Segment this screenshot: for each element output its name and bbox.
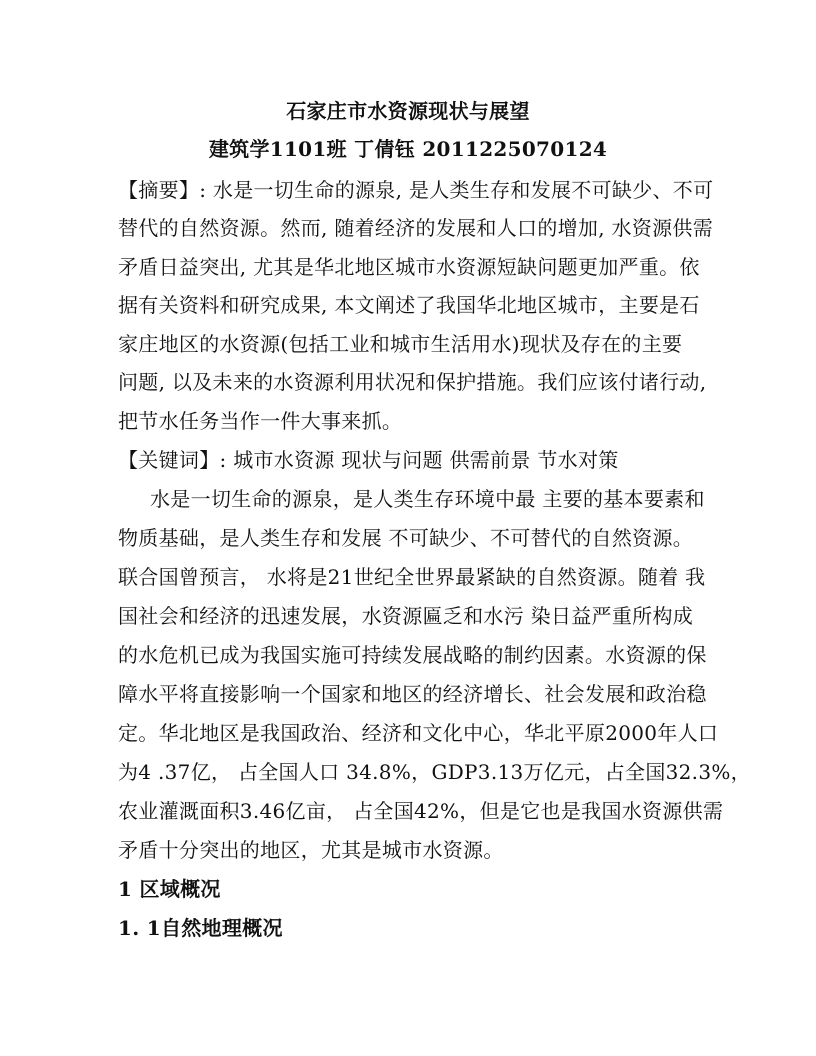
body-line: 物质基础，是人类生存和发展 不可缺少、不可替代的自然资源。 bbox=[118, 526, 694, 550]
author-line: 建筑学1101班 丁倩钰 2011225070124 bbox=[208, 137, 608, 161]
body-line: 障水平将直接影响一个国家和地区的经济增长、社会发展和政治稳 bbox=[118, 682, 707, 706]
abstract-line: 把节水任务当作一件大事来抓。 bbox=[118, 409, 403, 433]
body-line: 联合国曾预言， 水将是21世纪全世界最紧缺的自然资源。随着 我 bbox=[118, 565, 706, 589]
section-heading: 1 区域概况 bbox=[118, 877, 221, 901]
document-title: 石家庄市水资源现状与展望 bbox=[286, 99, 530, 123]
body-line: 为4 .37亿， 占全国人口 34.8%，GDP3.13万亿元，占全国32.3%， bbox=[118, 760, 751, 784]
body-line: 定。华北地区是我国政治、经济和文化中心，华北平原2000年人口 bbox=[118, 721, 719, 745]
abstract-line: 替代的自然资源。然而, 随着经济的发展和人口的增加, 水资源供需 bbox=[118, 216, 714, 240]
body-line: 的水危机已成为我国实施可持续发展战略的制约因素。水资源的保 bbox=[118, 643, 707, 667]
abstract-line: 【摘要】: 水是一切生命的源泉, 是人类生存和发展不可缺少、不可 bbox=[118, 178, 714, 202]
abstract-line: 家庄地区的水资源(包括工业和城市生活用水)现状及存在的主要 bbox=[118, 332, 683, 356]
abstract-line: 据有关资料和研究成果, 本文阐述了我国华北地区城市，主要是石 bbox=[118, 293, 700, 317]
body-line: 国社会和经济的迅速发展，水资源匾乏和水污 染日益严重所构成 bbox=[118, 604, 694, 628]
subsection-heading: 1. 1自然地理概况 bbox=[118, 916, 283, 940]
body-line: 矛盾十分突出的地区，尤其是城市水资源。 bbox=[118, 838, 504, 862]
abstract-line: 问题, 以及未来的水资源利用状况和保护措施。我们应该付诸行动, bbox=[118, 370, 707, 394]
body-line: 水是一切生命的源泉，是人类生存环境中最 主要的基本要素和 bbox=[150, 487, 705, 511]
body-line: 农业灌溉面积3.46亿亩， 占全国42%，但是它也是我国水资源供需 bbox=[118, 799, 724, 823]
abstract-line: 矛盾日益突出, 尤其是华北地区城市水资源短缺问题更加严重。依 bbox=[118, 255, 700, 279]
keywords-line: 【关键词】: 城市水资源 现状与问题 供需前景 节水对策 bbox=[118, 448, 619, 472]
